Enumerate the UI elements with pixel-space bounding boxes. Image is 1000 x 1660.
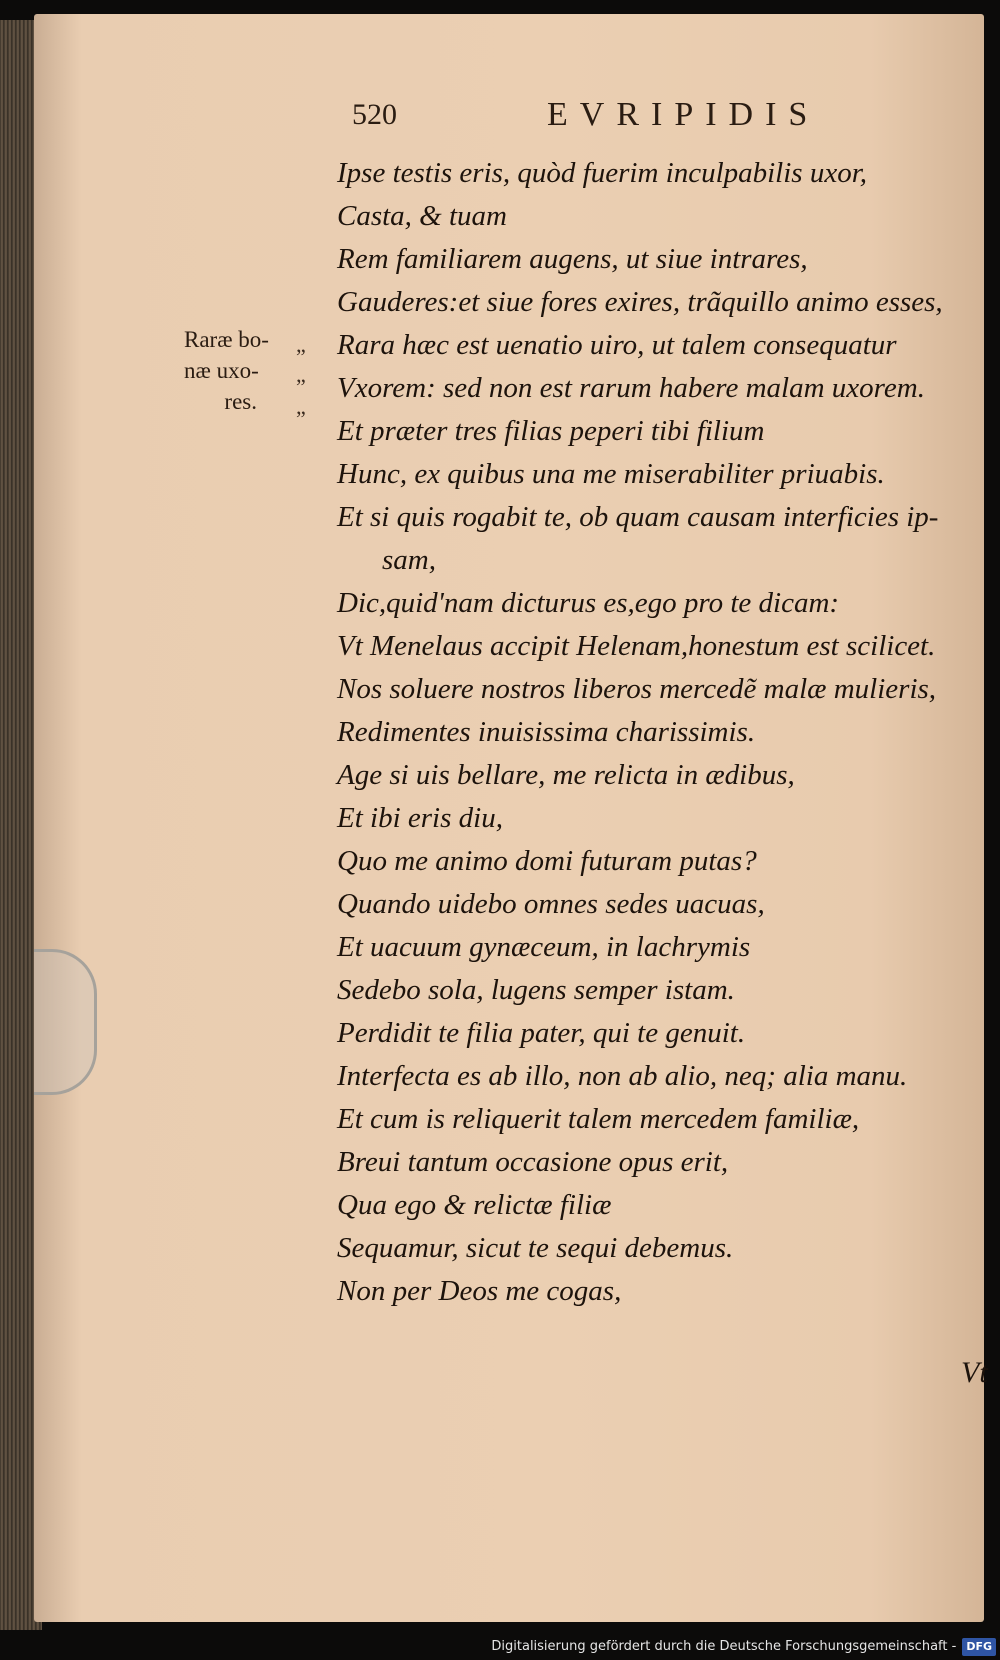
verse-line: Quo me animo domi futuram putas? <box>337 845 757 877</box>
verse-line: Nos soluere nostros liberos mercedẽ malæ mulieris, <box>337 673 937 705</box>
book-page <box>34 14 988 1622</box>
margin-note <box>184 324 309 417</box>
dfg-logo-icon: DFG <box>962 1638 996 1656</box>
verse-line: Rara hæc est uenatio uiro, ut talem consequatur <box>337 329 897 361</box>
margin-note-line: Raræ bo- <box>184 327 269 352</box>
page-number: 520 <box>352 98 397 131</box>
verse-line: Et uacuum gynæceum, in lachrymis <box>337 931 751 963</box>
verse-line: Redimentes inuisissima charissimis. <box>337 716 756 748</box>
verse-line: Interfecta es ab illo, non ab alio, neq; alia manu. <box>337 1060 908 1092</box>
verse-line: Vxorem: sed non est rarum habere malam uxorem. <box>337 372 925 404</box>
verse-line: Qua ego & relictæ filiæ <box>337 1189 612 1221</box>
page-clip <box>34 949 97 1095</box>
verse-line: Gauderes:et siue fores exires, trãquillo animo esses, <box>337 286 943 318</box>
verse-line: Casta, & tuam <box>337 200 507 232</box>
quote-mark: ” <box>296 406 306 431</box>
verse-line: Age si uis bellare, me relicta in ædibus, <box>337 759 795 791</box>
margin-note-line: næ uxo- <box>184 358 259 383</box>
verse-text <box>337 152 1000 1313</box>
verse-line: Rem familiarem augens, ut siue intrares, <box>337 243 808 275</box>
verse-line: Et præter tres filias peperi tibi filium <box>337 415 765 447</box>
verse-line: sam, <box>382 544 436 576</box>
verse-line: Sequamur, sicut te sequi debemus. <box>337 1232 734 1264</box>
verse-line: Breui tantum occasione opus erit, <box>337 1146 729 1178</box>
verse-line: Perdidit te filia pater, qui te genuit. <box>337 1017 746 1049</box>
verse-line: Hunc, ex quibus una me miserabiliter priuabis. <box>337 458 885 490</box>
verse-line: Sedebo sola, lugens semper istam. <box>337 974 735 1006</box>
verse-line: Et cum is reliquerit talem mercedem familiæ, <box>337 1103 860 1135</box>
digitization-credit <box>479 1634 1000 1660</box>
verse-line: Quando uidebo omnes sedes uacuas, <box>337 888 765 920</box>
running-head: EVRIPIDIS <box>547 96 820 133</box>
credit-text: Digitalisierung gefördert durch die Deutsche Forschungsgemeinschaft - <box>491 1639 957 1654</box>
quote-mark: ” <box>296 344 306 369</box>
verse-line: Non per Deos me cogas, <box>337 1275 622 1307</box>
page-header <box>352 88 852 138</box>
catchword: Vt <box>961 1356 988 1389</box>
verse-line: Ipse testis eris, quòd fuerim inculpabilis uxor, <box>337 157 868 189</box>
margin-note-line: res. <box>224 389 257 414</box>
verse-line: Dic,quid'nam dicturus es,ego pro te dicam: <box>337 587 840 619</box>
verse-line: Et si quis rogabit te, ob quam causam interficies ip- <box>337 501 939 533</box>
verse-line: Et ibi eris diu, <box>337 802 503 834</box>
quote-mark: ” <box>296 374 306 399</box>
verse-line: Vt Menelaus accipit Helenam,honestum est scilicet. <box>337 630 936 662</box>
